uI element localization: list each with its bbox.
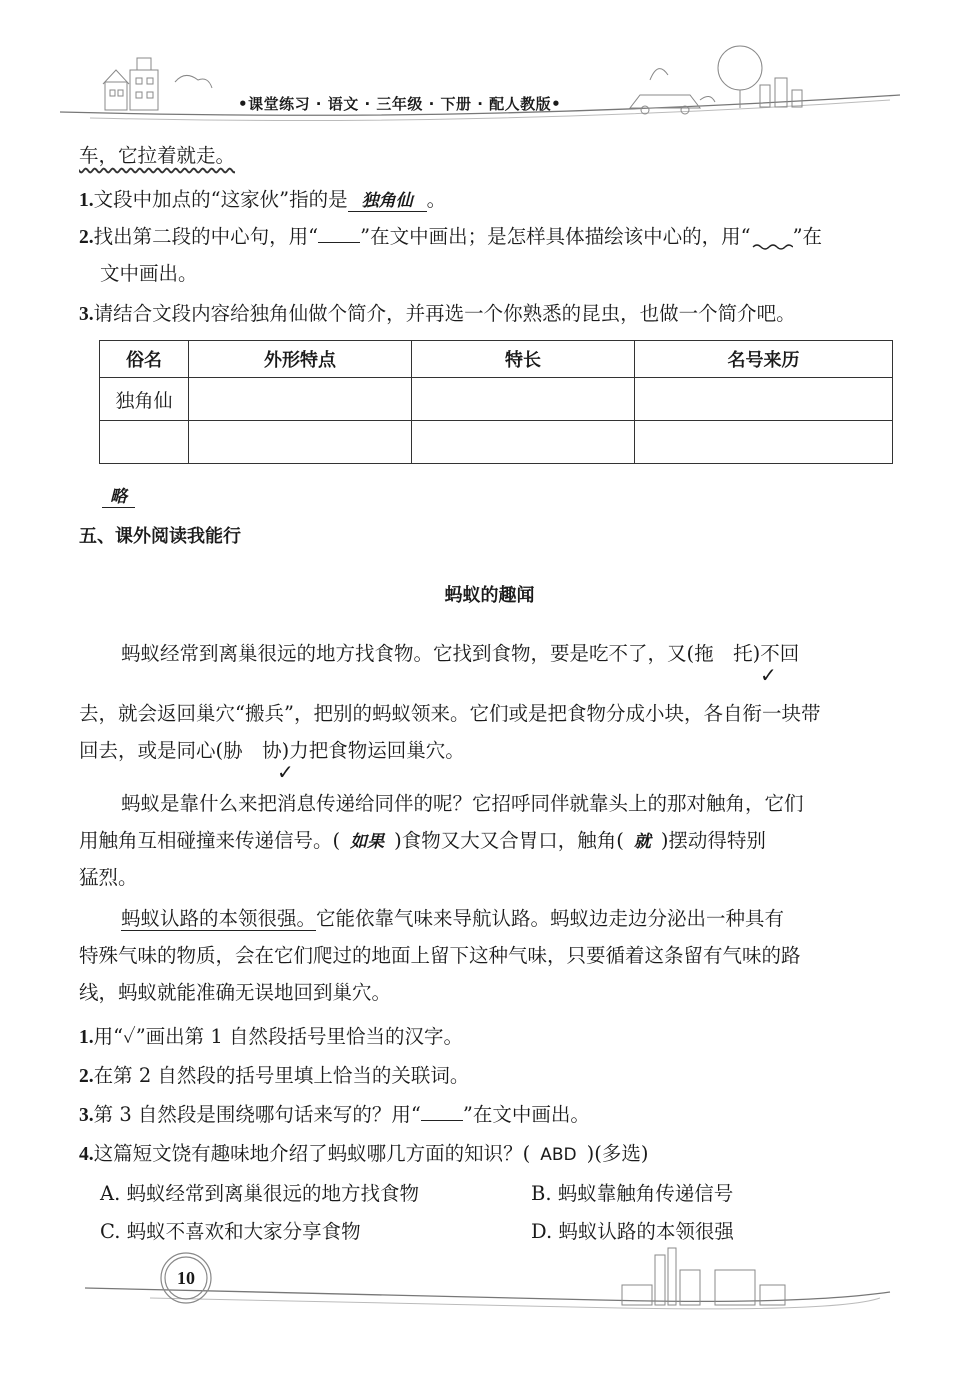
- paragraph-3-line-3: 线，蚂蚁就能准确无误地回到巢穴。: [79, 981, 392, 1004]
- table-row: [100, 421, 893, 464]
- table-cell: [412, 421, 635, 464]
- table-header-cell: 名号来历: [635, 341, 893, 378]
- table-cell: [189, 421, 412, 464]
- option-b: B. 蚂蚁靠触角传递信号: [531, 1182, 734, 1205]
- footer-decoration: [0, 1240, 979, 1320]
- paragraph-2-line-1: 蚂蚁是靠什么来把消息传递给同伴的呢？它招呼同伴就靠头上的那对触角，它们: [121, 792, 804, 815]
- car-tree-sketch-icon: [630, 46, 802, 114]
- header-title: •课堂练习 · 语文 · 三年级 · 下册 · 配人教版•: [238, 95, 562, 113]
- article-title: 蚂蚁的趣闻: [444, 585, 535, 606]
- table-cell: [635, 378, 893, 421]
- table-cell: [412, 378, 635, 421]
- question-b-3: 3.第 3 自然段是围绕哪句话来写的？用“ ”在文中画出。: [79, 1103, 590, 1126]
- paragraph-1-line-3: 回去，或是同心(胁 协)力把食物运回巢穴。: [79, 739, 465, 762]
- house-sketch-icon: [103, 58, 212, 110]
- city-sketch-icon: [622, 1248, 785, 1305]
- page-number: 10: [177, 1268, 195, 1288]
- question-2: 2.找出第二段的中心句，用“ ”在文中画出；是怎样具体描绘该中心的，用“ ”在: [79, 225, 823, 248]
- paragraph-1-line-2: 去，就会返回巢穴“搬兵”，把别的蚂蚁领来。它们或是把食物分成小块，各自衔一块带: [79, 702, 821, 725]
- question-b-4: 4.这篇短文饶有趣味地介绍了蚂蚁哪几方面的知识？( ABD )(多选): [79, 1142, 649, 1165]
- option-d: D. 蚂蚁认路的本领很强: [531, 1220, 734, 1243]
- question-1: 1.文段中加点的“这家伙”指的是 独角仙 。: [79, 188, 447, 211]
- answer-q4: ABD: [540, 1145, 577, 1165]
- paragraph-3-line-2: 特殊气味的物质，会在它们爬过的地面上留下这种气味，只要循着这条留有气味的路: [79, 944, 801, 967]
- check-mark-icon: ✓: [277, 760, 294, 784]
- question-2-line-2: 文中画出。: [100, 262, 198, 285]
- table-header-row: [100, 341, 893, 378]
- answer-conjunction-1: 如果: [350, 832, 385, 852]
- straight-line-mark: [318, 224, 360, 243]
- underlined-central-sentence: 蚂蚁认路的本领很强。: [121, 907, 317, 930]
- option-a: A. 蚂蚁经常到离巢很远的地方找食物: [100, 1182, 419, 1205]
- table-cell: [635, 421, 893, 464]
- question-b-1: 1.用“✓”画出第 1 自然段括号里恰当的汉字。: [79, 1025, 463, 1048]
- paragraph-3-line-1: 蚂蚁认路的本领很强。它能依靠气味来导航认路。蚂蚁边走边分泌出一种具有: [121, 907, 785, 930]
- wavy-line-mark: [751, 225, 793, 243]
- table-cell: [100, 421, 189, 464]
- check-mark-icon: ✓: [760, 663, 777, 687]
- wavy-underlined-text: 车，它拉着就走。: [79, 144, 236, 167]
- option-c: C. 蚂蚁不喜欢和大家分享食物: [100, 1220, 361, 1243]
- paragraph-1-line-1: 蚂蚁经常到离巢很远的地方找食物。它找到食物，要是吃不了，又(拖 托)不回: [121, 642, 800, 665]
- brief-answer: 略: [102, 482, 135, 511]
- question-3: 3.请结合文段内容给独角仙做个简介，并再选一个你熟悉的昆虫，也做一个简介吧。: [79, 302, 796, 325]
- check-mark-icon: ✓: [123, 1025, 136, 1048]
- table-header-cell: 俗名: [100, 341, 189, 378]
- table-header-cell: 外形特点: [189, 341, 412, 378]
- header-decoration: [0, 0, 979, 140]
- table-row: [100, 378, 893, 421]
- section-title: 五、课外阅读我能行: [79, 526, 241, 547]
- table-header-cell: 特长: [412, 341, 635, 378]
- insect-profile-table: [99, 340, 893, 464]
- straight-line-mark: [421, 1102, 463, 1121]
- continuation-text: [79, 142, 235, 170]
- question-b-2: 2.在第 2 自然段的括号里填上恰当的关联词。: [79, 1064, 470, 1087]
- answer-conjunction-2: 就: [633, 832, 651, 852]
- table-cell: 独角仙: [100, 378, 189, 421]
- paragraph-2-line-3: 猛烈。: [79, 866, 138, 889]
- paragraph-2-line-2: 用触角互相碰撞来传递信号。( 如果 )食物又大又合胃口，触角( 就 )摆动得特别: [79, 829, 766, 852]
- answer-q1: 独角仙: [348, 191, 427, 212]
- table-cell: [189, 378, 412, 421]
